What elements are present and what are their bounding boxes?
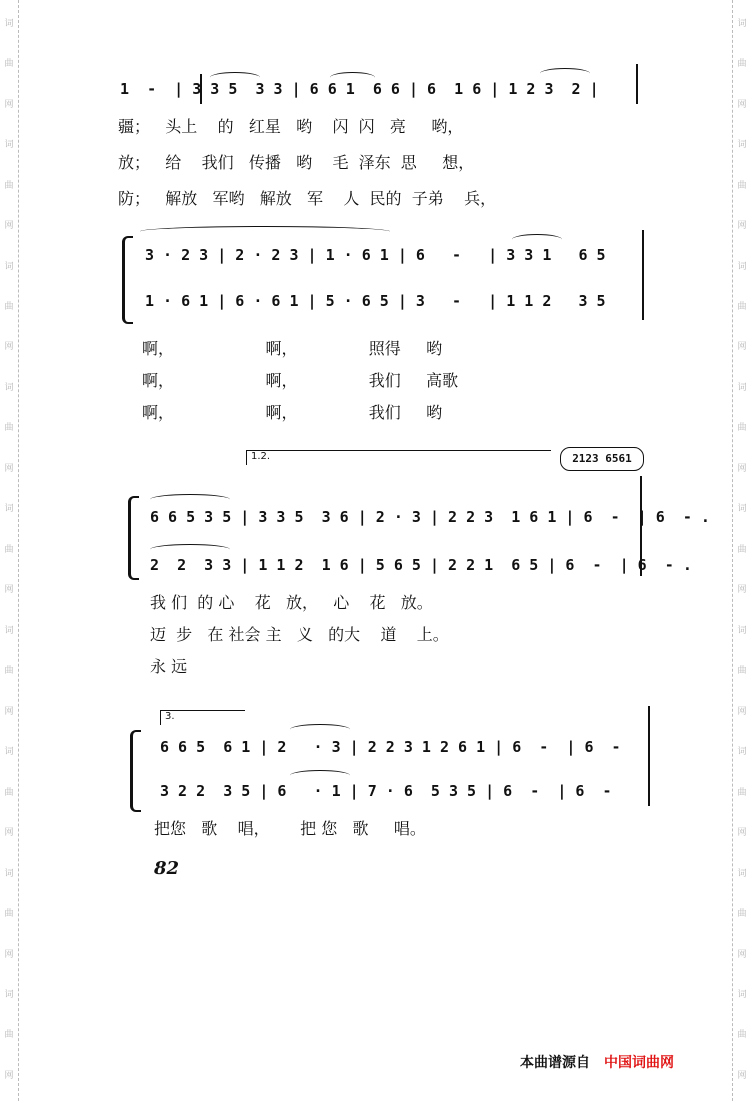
watermark-char: 词: [4, 625, 14, 636]
watermark-char: 词: [737, 868, 747, 879]
watermark-char: 曲: [4, 180, 14, 191]
watermark-char: 词: [4, 140, 14, 151]
watermark-char: 词: [4, 989, 14, 1000]
watermark-char: 词: [737, 261, 747, 272]
notation-lower: 1 · 6 1 | 6 · 6 1 | 5 · 6 5 | 3 - | 1 1 2 3 5: [145, 292, 606, 310]
watermark-char: 词: [4, 504, 14, 515]
watermark-char: 曲: [4, 59, 14, 70]
watermark-char: 网: [4, 221, 14, 232]
barline: [642, 230, 644, 320]
watermark-char: 曲: [4, 1030, 14, 1041]
watermark-char: 网: [4, 706, 14, 717]
watermark-char: 词: [4, 747, 14, 758]
notation-upper: 6 6 5 3 5 | 3 3 5 3 6 | 2 · 3 | 2 2 3 1 6 1 | 6 - | 6 - .: [150, 508, 710, 526]
lyric-verse-2: 放； 给 我们 传播 哟 毛 泽东 思 想，: [118, 153, 475, 172]
lyric-verse-3: 永 远: [150, 657, 188, 676]
bracket-notes: 2123 6561: [560, 447, 644, 471]
lyric-verse-2: 啊， 啊， 我们 高歌: [142, 371, 459, 390]
watermark-char: 曲: [4, 544, 14, 555]
watermark-char: 网: [737, 1070, 747, 1081]
watermark-char: 词: [737, 18, 747, 29]
watermark-char: 网: [4, 828, 14, 839]
notation-line: 1 - | 3 3 5 3 3 | 6 6 1 6 6 | 6 1 6 | 1 2 3 2 |: [120, 80, 599, 98]
watermark-char: 词: [737, 382, 747, 393]
watermark-char: 曲: [737, 302, 747, 313]
watermark-char: 网: [737, 99, 747, 110]
slur: [150, 494, 230, 505]
watermark-char: 网: [737, 949, 747, 960]
watermark-char: 网: [737, 706, 747, 717]
volta-bracket: 3.: [160, 710, 245, 725]
watermark-char: 曲: [737, 787, 747, 798]
lyric-verse-3: 啊， 啊， 我们 哟: [142, 403, 443, 422]
watermark-char: 曲: [4, 666, 14, 677]
right-watermark-strip: [732, 0, 751, 1101]
watermark-char: 网: [4, 949, 14, 960]
watermark-char: 曲: [737, 909, 747, 920]
left-watermark-strip: [0, 0, 19, 1101]
lyric-verse-1: 疆； 头上 的 红星 哟 闪 闪 亮 哟，: [118, 117, 464, 136]
watermark-char: 词: [737, 504, 747, 515]
watermark-char: 词: [4, 18, 14, 29]
lyric-verse-1: 啊， 啊， 照得 哟: [142, 339, 443, 358]
page-number: 82: [154, 858, 180, 879]
notation-lower: 3 2 2 3 5 | 6 · 1 | 7 · 6 5 3 5 | 6 - | 6 -: [160, 782, 612, 800]
watermark-char: 曲: [4, 909, 14, 920]
slur: [150, 544, 230, 555]
watermark-char: 词: [737, 747, 747, 758]
slur: [512, 234, 562, 245]
watermark-char: 词: [737, 989, 747, 1000]
staff-brace: [128, 496, 139, 580]
watermark-char: 曲: [737, 180, 747, 191]
watermark-char: 网: [737, 221, 747, 232]
watermark-char: 词: [737, 625, 747, 636]
watermark-char: 曲: [737, 59, 747, 70]
lyric-verse-1: 把您 歌 唱， 把 您 歌 唱。: [154, 819, 426, 838]
watermark-char: 网: [4, 463, 14, 474]
staff-brace: [130, 730, 141, 812]
watermark-char: 网: [4, 342, 14, 353]
slur: [540, 68, 590, 79]
source-footer: [520, 1052, 674, 1072]
staff-brace: [122, 236, 133, 324]
watermark-char: 曲: [4, 302, 14, 313]
slur: [290, 770, 350, 781]
lyric-verse-3: 防； 解放 军哟 解放 军 人 民的 子弟 兵，: [118, 189, 497, 208]
barline: [636, 64, 638, 104]
watermark-char: 曲: [737, 544, 747, 555]
site-name-link[interactable]: 中国词曲网: [604, 1055, 674, 1071]
slur: [140, 226, 390, 237]
lyric-verse-2: 迈 步 在 社会 主 义 的大 道 上。: [150, 625, 449, 644]
watermark-char: 曲: [737, 1030, 747, 1041]
watermark-char: 曲: [4, 787, 14, 798]
notation-lower: 2 2 3 3 | 1 1 2 1 6 | 5 6 5 | 2 2 1 6 5 | 6 - | 6 - .: [150, 556, 692, 574]
watermark-char: 网: [4, 99, 14, 110]
watermark-char: 曲: [4, 423, 14, 434]
watermark-char: 网: [737, 463, 747, 474]
watermark-char: 词: [4, 261, 14, 272]
watermark-char: 词: [4, 382, 14, 393]
slur: [290, 724, 350, 735]
watermark-char: 网: [4, 585, 14, 596]
watermark-char: 词: [4, 868, 14, 879]
watermark-char: 词: [737, 140, 747, 151]
barline: [648, 706, 650, 806]
notation-upper: 6 6 5 6 1 | 2 · 3 | 2 2 3 1 2 6 1 | 6 - | 6 -: [160, 738, 621, 756]
watermark-char: 网: [737, 342, 747, 353]
watermark-char: 网: [4, 1070, 14, 1081]
watermark-char: 曲: [737, 423, 747, 434]
watermark-char: 曲: [737, 666, 747, 677]
watermark-char: 网: [737, 828, 747, 839]
source-label: 本曲谱源自: [520, 1055, 590, 1071]
notation-upper: 3 · 2 3 | 2 · 2 3 | 1 · 6 1 | 6 - | 3 3 1 6 5: [145, 246, 606, 264]
volta-bracket: 1.2.: [246, 450, 551, 465]
watermark-char: 网: [737, 585, 747, 596]
lyric-verse-1: 我 们 的 心 花 放， 心 花 放。: [150, 593, 433, 612]
